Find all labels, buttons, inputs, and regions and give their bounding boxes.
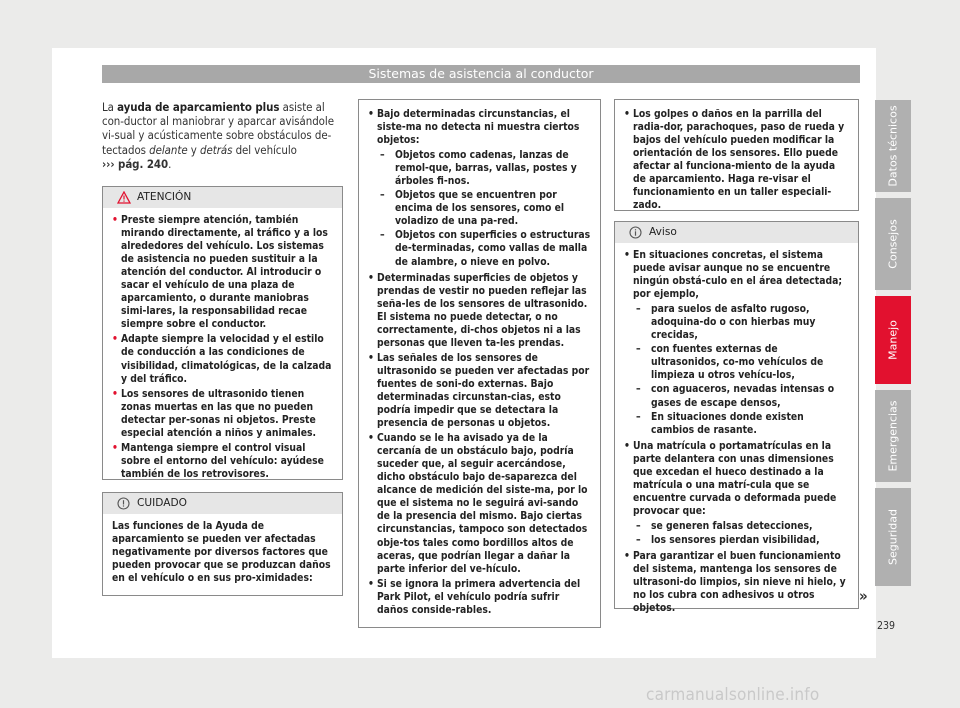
intro-text: y bbox=[187, 142, 201, 157]
watermark: carmanualsonline.info bbox=[646, 685, 820, 705]
tab-emergencias[interactable] bbox=[875, 390, 911, 482]
tab-seguridad[interactable] bbox=[875, 488, 911, 586]
caution-icon bbox=[117, 497, 130, 510]
list-item: • Cuando se le ha avisado ya de la cercanía de un obstáculo bajo, podría suceder que, al seguir acercándose, dicho obstáculo bajo de-saparezca del alcance de medición del siste-ma, por lo que el sistema no le seguirá avi-sando de la presencia del mismo. Bajo ciertas circunstancias, tampoco son detectados obje-tos tales como bordillos altos de aceras, que podrían llegar a dañar la parte inferior del ve-hículo. bbox=[368, 432, 591, 576]
list-item: • Las señales de los sensores de ultrasonido se pueden ver afectadas por fuentes de soni-do externas. Bajo determinadas circunstan-cias, esto podría impedir que se detectara la presencia de personas u objetos. bbox=[368, 352, 591, 430]
atencion-box bbox=[102, 186, 343, 480]
list-item: • Determinadas superficies de objetos y prendas de vestir no pueden reflejar las seña-les de los sensores de ultrasonido. El sistema no puede detectar, o no correctamente, di-chos objetos ni a las personas que lleven ta-les prendas. bbox=[368, 272, 591, 350]
aviso-title: Aviso bbox=[649, 226, 677, 238]
tab-label: Consejos bbox=[886, 219, 900, 269]
intro-emph: delante bbox=[149, 142, 188, 157]
sub-item: – los sensores pierdan visibilidad, bbox=[624, 534, 849, 547]
cuidado-body: Las funciones de la Ayuda de aparcamiento se pueden ver afectadas negativamente por diversos factores que pueden provocar que se produzcan daños en el vehículo o en sus pro-ximidades: bbox=[112, 520, 331, 585]
intro-text: del vehículo bbox=[232, 142, 297, 157]
sub-item: – Objetos con superficies o estructuras de-terminadas, como vallas de malla de alambre, o nieve en polvo. bbox=[368, 229, 591, 268]
cuidado-title: CUIDADO bbox=[137, 497, 187, 509]
intro-text: asiste al con-ductor al maniobrar y aparcar avisándole vi-sual y acústicamente sobre obstáculos de-tectados bbox=[102, 100, 334, 157]
sub-item: – con fuentes externas de ultrasonidos, co-mo vehículos de limpieza u otros vehícu-los, bbox=[624, 343, 849, 382]
tab-label: Manejo bbox=[886, 320, 900, 360]
sub-item: – para suelos de asfalto rugoso, adoquina-do o con hierbas muy crecidas, bbox=[624, 303, 849, 342]
list-item: • Si se ignora la primera advertencia del Park Pilot, el vehículo podría sufrir daños conside-rables. bbox=[368, 578, 591, 617]
tab-consejos[interactable] bbox=[875, 198, 911, 290]
atencion-body bbox=[103, 208, 342, 481]
atencion-title: ATENCIÓN bbox=[137, 191, 192, 203]
tab-label: Emergencias bbox=[886, 400, 900, 472]
cuidado-header bbox=[103, 493, 342, 514]
section-title: Sistemas de asistencia al conductor bbox=[368, 66, 594, 81]
list-item: • Adapte siempre la velocidad y el estilo de conducción a las condiciones de visibilidad, climatológicas, de la calzada y del tráfico. bbox=[112, 333, 333, 385]
page-number: 239 bbox=[877, 620, 896, 632]
list-item: • Mantenga siempre el control visual sobre el entorno del vehículo: ayúdese también de los retrovisores. bbox=[112, 442, 333, 481]
sub-item: – Objetos que se encuentren por encima de los sensores, como el voladizo de una pa-red. bbox=[368, 189, 591, 228]
tab-label: Seguridad bbox=[886, 509, 900, 565]
intro-bold: ayuda de aparcamiento plus bbox=[117, 100, 280, 114]
aviso-body bbox=[615, 243, 858, 615]
tab-label: Datos técnicos bbox=[886, 105, 900, 187]
middle-box bbox=[358, 99, 601, 628]
intro-emph: detrás bbox=[200, 142, 233, 157]
sub-item: – En situaciones donde existen cambios de rasante. bbox=[624, 411, 849, 437]
list-item: • Bajo determinadas circunstancias, el siste-ma no detecta ni muestra ciertos objetos: bbox=[368, 108, 591, 147]
intro-text: La bbox=[102, 100, 118, 114]
continue-arrow-icon: » bbox=[859, 587, 868, 605]
aviso-header bbox=[615, 222, 858, 243]
page-reference-link[interactable]: ››› pág. 240 bbox=[102, 156, 169, 171]
sub-item: – Objetos como cadenas, lanzas de remol-que, barras, vallas, postes y árboles fi-nos. bbox=[368, 149, 591, 188]
sub-item: – con aguaceros, nevadas intensas o gases de escape densos, bbox=[624, 383, 849, 409]
tab-manejo[interactable] bbox=[875, 296, 911, 384]
list-item: • Para garantizar el buen funcionamiento del sistema, mantenga los sensores de ultrasoni-do limpios, sin nieve ni hielo, y no los cubra con adhesivos u otros objetos. bbox=[624, 550, 849, 615]
page-header bbox=[102, 65, 860, 83]
list-item: • Los golpes o daños en la parrilla del radia-dor, parachoques, paso de rueda y bajos del vehículo pueden modificar la orientación de los sensores. Ello puede afectar al funciona-miento de la ayuda de aparcamiento. Haga re-visar el funcionamiento en un taller especiali-zado. bbox=[624, 108, 849, 212]
warning-icon bbox=[117, 191, 131, 204]
intro-paragraph bbox=[102, 100, 342, 171]
aviso-box bbox=[614, 221, 859, 615]
list-item: • Una matrícula o portamatrículas en la parte delantera con unas dimensiones que excedan el hueco destinado a la matrícula o una matrí-cula que se encuentre curvada o deformada puede provocar que: bbox=[624, 440, 849, 518]
sub-item: – se generen falsas detecciones, bbox=[624, 520, 849, 533]
intro-text: . bbox=[168, 156, 172, 171]
list-item: • Preste siempre atención, también mirando directamente, al tráfico y a los alrededores del vehículo. Los sistemas de asistencia no pueden sustituir a la atención del conductor. Al introducir o sacar el vehículo de una plaza de aparcamiento, o durante maniobras simi-lares, la responsabilidad recae siempre sobre el conductor. bbox=[112, 214, 333, 331]
cuidado-box bbox=[102, 492, 343, 596]
info-icon bbox=[629, 226, 642, 239]
list-item: • En situaciones concretas, el sistema puede avisar aunque no se encuentre ningún obstá-culo en el área detectada; por ejemplo, bbox=[624, 249, 849, 301]
middle-body bbox=[359, 100, 600, 617]
right-top-body bbox=[615, 100, 858, 212]
tab-datos-tecnicos[interactable] bbox=[875, 100, 911, 192]
atencion-header bbox=[103, 187, 342, 208]
list-item: • Los sensores de ultrasonido tienen zonas muertas en las que no pueden detectar per-sonas ni objetos. Preste especial atención a niños y animales. bbox=[112, 388, 333, 440]
right-top-box bbox=[614, 99, 859, 211]
